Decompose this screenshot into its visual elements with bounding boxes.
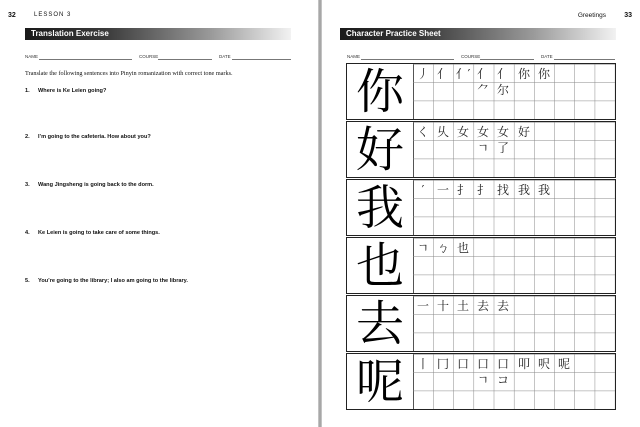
stroke-step: 一 <box>416 299 429 313</box>
left-page <box>0 0 318 427</box>
stroke-step: 我 <box>517 183 530 197</box>
model-character: 也 <box>347 238 414 293</box>
stroke-step: く <box>416 125 429 139</box>
instructions: Translate the following sentences into Pinyin romanization with correct tone marks. <box>25 70 233 77</box>
practice-row-ye <box>346 237 616 294</box>
practice-cells[interactable] <box>413 180 615 235</box>
lesson-running-head: LESSON 3 <box>34 12 72 18</box>
right-page-number: 33 <box>624 12 632 19</box>
left-page-number: 32 <box>8 12 16 19</box>
translation-title-bar <box>25 28 291 40</box>
course-label: COURSE <box>461 54 481 59</box>
stroke-step: 你 <box>537 67 550 81</box>
stroke-step: ㄅ <box>436 241 449 255</box>
stroke-step: 女ㄱ <box>476 125 489 155</box>
stroke-step: 你 <box>517 67 530 81</box>
stroke-step: 女了 <box>496 125 509 155</box>
stroke-step: 扌 <box>476 183 489 197</box>
stroke-step: 好 <box>517 125 530 139</box>
stroke-step: 十 <box>436 299 449 313</box>
model-character: 好 <box>347 122 414 177</box>
stroke-step: 口 <box>456 357 469 371</box>
stroke-step: 去 <box>496 299 509 313</box>
course-line[interactable] <box>480 59 534 60</box>
question-3: 3. Wang Jingsheng is going back to the dorm. <box>25 182 154 188</box>
practice-row-hao <box>346 121 616 178</box>
name-line[interactable] <box>39 59 132 60</box>
model-character: 你 <box>347 64 414 119</box>
stroke-step: 我 <box>537 183 550 197</box>
course-line[interactable] <box>158 59 212 60</box>
stroke-step: 丨 <box>416 357 429 371</box>
date-label: DATE <box>219 54 231 59</box>
model-character: 呢 <box>347 354 414 409</box>
stroke-step: 呢 <box>557 357 570 371</box>
practice-cells[interactable] <box>413 296 615 351</box>
practice-cells[interactable] <box>413 122 615 177</box>
stroke-step: 亻′ <box>455 67 471 81</box>
greetings-running-head: Greetings <box>577 12 606 19</box>
practice-row-ne <box>346 353 616 410</box>
date-line[interactable] <box>554 59 615 60</box>
stroke-step: 也 <box>456 241 469 255</box>
stroke-step: 乆 <box>436 125 449 139</box>
question-1: 1. Where is Ke Leien going? <box>25 88 107 94</box>
model-character: 我 <box>347 180 414 235</box>
left-name-course-date <box>25 54 291 62</box>
name-line[interactable] <box>361 59 454 60</box>
stroke-step: 口コ <box>496 357 509 387</box>
character-practice-grid <box>346 63 616 412</box>
stroke-step: 找 <box>496 183 509 197</box>
name-label: NAME <box>347 54 361 59</box>
stroke-step: ㄱ <box>417 241 429 255</box>
practice-row-ni <box>346 63 616 120</box>
stroke-step: 去 <box>476 299 489 313</box>
model-character: 去 <box>347 296 414 351</box>
practice-cells[interactable] <box>413 354 615 409</box>
date-label: DATE <box>541 54 553 59</box>
stroke-step: 口ㄱ <box>476 357 489 387</box>
practice-cells[interactable] <box>413 238 615 293</box>
question-2: 2. I’m going to the cafeteria. How about you? <box>25 134 151 140</box>
question-5: 5. You’re going to the library; I also am going to the library. <box>25 278 188 284</box>
practice-title-bar <box>340 28 616 40</box>
stroke-step: 冂 <box>436 357 449 371</box>
stroke-step: 一 <box>436 183 449 197</box>
name-label: NAME <box>25 54 39 59</box>
practice-row-qu <box>346 295 616 352</box>
date-line[interactable] <box>232 59 291 60</box>
stroke-step: 亻尔 <box>496 67 509 97</box>
translation-title: Translation Exercise <box>31 29 109 38</box>
stroke-step: 女 <box>456 125 469 139</box>
stroke-step: 丿 <box>416 67 429 81</box>
stroke-step: 土 <box>456 299 469 313</box>
right-name-course-date <box>347 54 617 62</box>
stroke-step: 亻⺈ <box>476 67 489 97</box>
stroke-step: 亻 <box>436 67 449 81</box>
stroke-step: 叩 <box>517 357 530 371</box>
stroke-step: ′ <box>421 183 425 197</box>
course-label: COURSE <box>139 54 159 59</box>
practice-row-wo <box>346 179 616 236</box>
stroke-step: 扌 <box>456 183 469 197</box>
question-4: 4. Ke Leien is going to take care of some things. <box>25 230 160 236</box>
practice-cells[interactable] <box>413 64 615 119</box>
practice-title: Character Practice Sheet <box>346 29 441 38</box>
stroke-step: 呎 <box>537 357 550 371</box>
